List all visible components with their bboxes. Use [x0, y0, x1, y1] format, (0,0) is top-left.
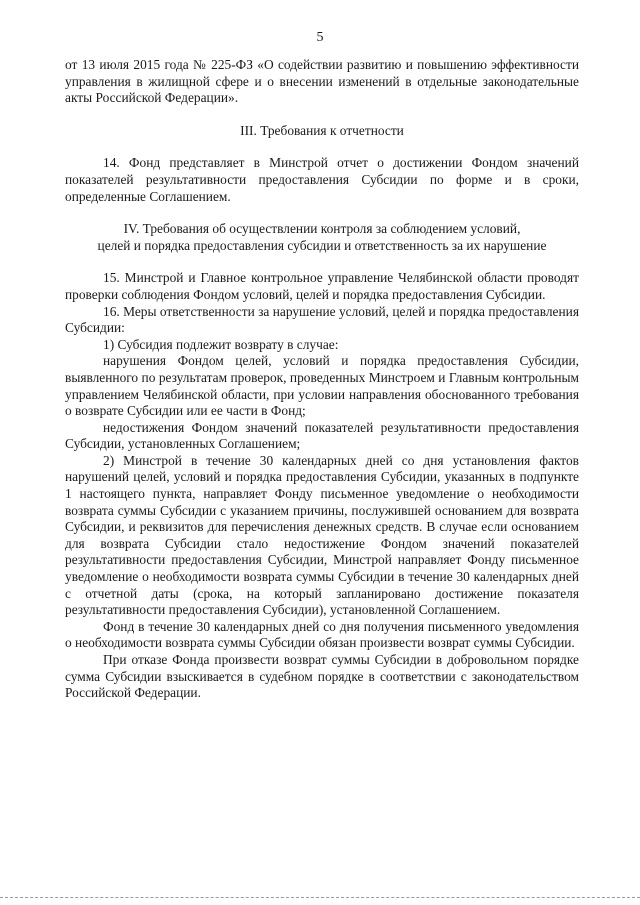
document-body: [65, 57, 579, 702]
paragraph-fond-return: Фонд в течение 30 календарных дней со дня получения письменного уведомления о необходимости возврата суммы Субсидии обязан произвести возврат суммы Субсидии.: [65, 618, 579, 651]
paragraph-16-1-nonachievement: недостижения Фондом значений показателей результативности предоставления Субсидии, установленных Соглашением;: [65, 419, 579, 452]
paragraph-law-reference: от 13 июля 2015 года № 225-ФЗ «О содействии развитию и повышению эффективности управления в жилищной сфере и о внесении изменений в отдельные законодательные акты Российской Федерации».: [65, 57, 579, 106]
paragraph-refusal: При отказе Фонда произвести возврат суммы Субсидии в добровольном порядке сумма Субсидии взыскивается в судебном порядке в соответствии с законодательством Российской Федерации.: [65, 652, 579, 701]
paragraph-15: 15. Минстрой и Главное контрольное управление Челябинской области проводят проверки соблюдения Фондом условий, целей и порядка предоставления Субсидии.: [65, 270, 579, 302]
section-heading-iv: [65, 221, 579, 254]
paragraph-16-1-violation: нарушения Фондом целей, условий и порядка предоставления Субсидии, выявленного по результатам проверок, проведенных Минстроем и Главным контрольным управлением Челябинской области, при условии направления обоснованного требования о возврате Субсидии или ее части в Фонд;: [65, 353, 579, 419]
page-number: 5: [316, 30, 324, 45]
scan-edge-line: [0, 897, 640, 898]
section-heading-iv-line2: целей и порядка предоставления субсидии и ответственность за их нарушение: [97, 237, 547, 253]
section-heading-iv-line1: IV. Требования об осуществлении контроля за соблюдением условий,: [123, 221, 521, 237]
paragraph-16: 16. Меры ответственности за нарушение условий, целей и порядка предоставления Субсидии:: [65, 303, 579, 336]
paragraph-16-2: 2) Минстрой в течение 30 календарных дней со дня установления фактов нарушений целей, условий и порядка предоставления Субсидии, указанных в подпункте 1 настоящего пункта, направляет Фонду письменное уведомление о необходимости возврата суммы Субсидии с указанием причины, послужившей основанием для возврата Субсидии, и реквизитов для перечисления денежных средств. В случае если основанием для возврата Субсидии стало недостижение Фондом значений показателей результативности предоставления Субсидии, Минстрой направляет Фонду письменное уведомление о необходимости возврата суммы Субсидии в течение 30 календарных дней с отчетной даты (срока, на который запланировано достижение показателя результативности предоставления Субсидии), установленной Соглашением.: [65, 452, 579, 618]
section-heading-iii: III. Требования к отчетности: [240, 122, 404, 138]
paragraph-14: 14. Фонд представляет в Минстрой отчет о достижении Фондом значений показателей результативности предоставления Субсидии по форме и в сроки, определенные Соглашением.: [65, 155, 579, 204]
paragraph-16-1: 1) Субсидия подлежит возврату в случае:: [103, 336, 339, 352]
